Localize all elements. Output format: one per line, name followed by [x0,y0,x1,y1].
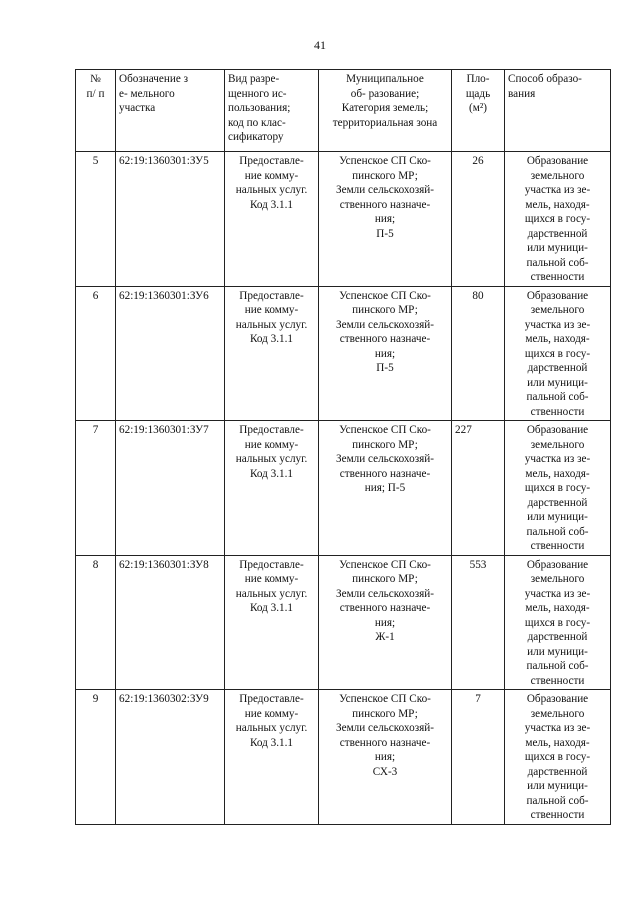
header-designation: Обозначение з е- мельного участка [116,70,225,152]
cell-permitted-use: Предоставле- ние комму- нальных услуг. Код 3.1.1 [225,421,319,556]
cell-area: 227 [452,421,505,556]
cell-municipality: Успенское СП Ско- пинского МР; Земли сельскохозяй- ственного назначе- ния; П-5 [319,421,452,556]
table-row [76,152,611,287]
cell-method: Образование земельного участка из зе- мель, находя- щихся в госу- дарственной или муници- пальной соб- ственности [505,421,611,556]
cell-area: 7 [452,690,505,825]
cell-area: 553 [452,555,505,690]
cell-num: 6 [76,286,116,421]
cell-permitted-use: Предоставле- ние комму- нальных услуг. Код 3.1.1 [225,152,319,287]
cell-num: 7 [76,421,116,556]
cell-municipality: Успенское СП Ско- пинского МР; Земли сельскохозяй- ственного назначе- ния; П-5 [319,286,452,421]
cell-area: 26 [452,152,505,287]
land-plots-table [75,69,611,825]
header-municipality: Муниципальное об- разование; Категория земель; территориальная зона [319,70,452,152]
cell-designation: 62:19:1360301:ЗУ5 [116,152,225,287]
cell-num: 8 [76,555,116,690]
cell-permitted-use: Предоставле- ние комму- нальных услуг. Код 3.1.1 [225,286,319,421]
cell-municipality: Успенское СП Ско- пинского МР; Земли сельскохозяй- ственного назначе- ния; Ж-1 [319,555,452,690]
cell-method: Образование земельного участка из зе- мель, находя- щихся в госу- дарственной или муници- пальной соб- ственности [505,690,611,825]
cell-method: Образование земельного участка из зе- мель, находя- щихся в госу- дарственной или муници- пальной соб- ственности [505,152,611,287]
table-header-row [76,70,611,152]
cell-designation: 62:19:1360301:ЗУ7 [116,421,225,556]
header-num: № п/ п [76,70,116,152]
cell-method: Образование земельного участка из зе- мель, находя- щихся в госу- дарственной или муници- пальной соб- ственности [505,286,611,421]
cell-municipality: Успенское СП Ско- пинского МР; Земли сельскохозяй- ственного назначе- ния; П-5 [319,152,452,287]
table-row [76,286,611,421]
header-area: Пло- щадь (м²) [452,70,505,152]
cell-permitted-use: Предоставле- ние комму- нальных услуг. Код 3.1.1 [225,555,319,690]
table-row [76,690,611,825]
table-row [76,555,611,690]
cell-permitted-use: Предоставле- ние комму- нальных услуг. Код 3.1.1 [225,690,319,825]
cell-method: Образование земельного участка из зе- мель, находя- щихся в госу- дарственной или муници- пальной соб- ственности [505,555,611,690]
page-number: 41 [314,38,326,52]
cell-designation: 62:19:1360301:ЗУ8 [116,555,225,690]
cell-designation: 62:19:1360302:ЗУ9 [116,690,225,825]
cell-area: 80 [452,286,505,421]
table-row [76,421,611,556]
header-permitted-use: Вид разре- щенного ис- пользования; код по клас- сификатору [225,70,319,152]
header-method: Способ образо- вания [505,70,611,152]
cell-designation: 62:19:1360301:ЗУ6 [116,286,225,421]
cell-num: 9 [76,690,116,825]
cell-municipality: Успенское СП Ско- пинского МР; Земли сельскохозяй- ственного назначе- ния; СХ-3 [319,690,452,825]
cell-num: 5 [76,152,116,287]
